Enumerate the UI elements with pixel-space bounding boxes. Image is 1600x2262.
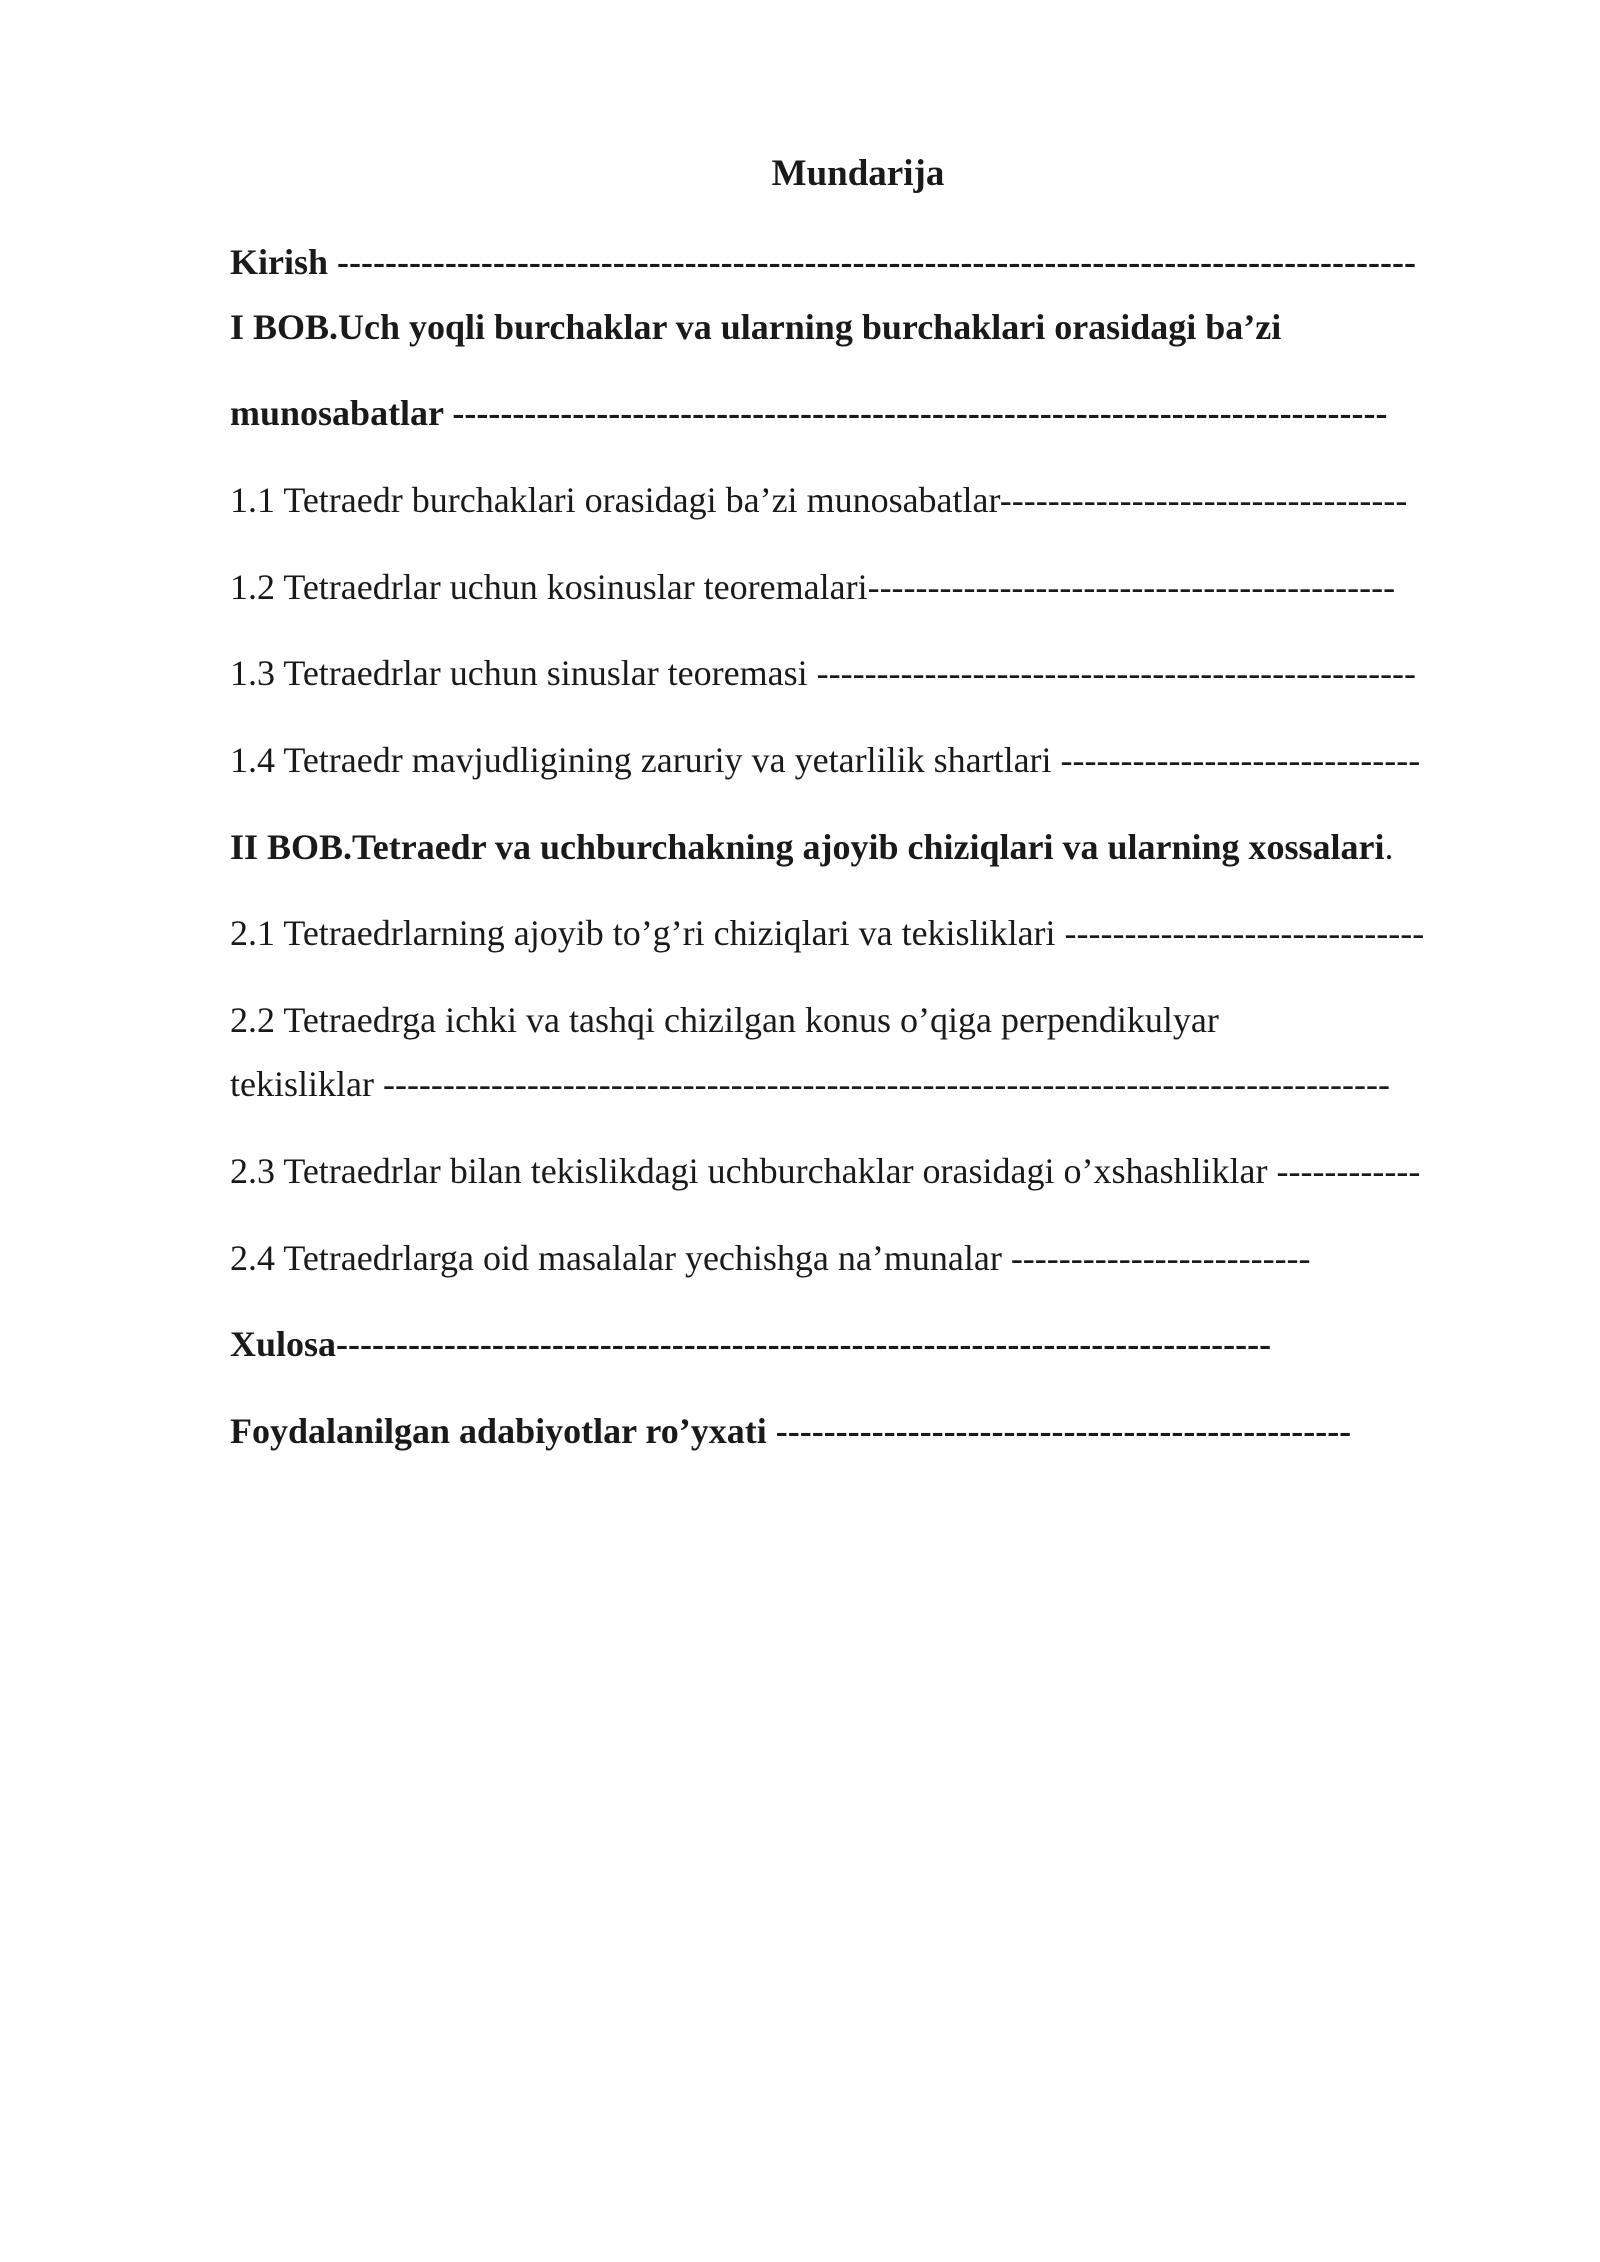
toc-entry-2-3: 2.3 Tetraedrlar bilan tekislikdagi uchburchaklar orasidagi o’xshashliklar ------------ (230, 1151, 1421, 1191)
toc-entry-1-2: 1.2 Tetraedrlar uchun kosinuslar teoremalari-------------------------------------------- (230, 567, 1396, 607)
toc-entry-kirish: Kirish ------------------------------------------------------------------------------------------ (230, 242, 1416, 282)
toc-entry-chapter-2-title: II BOB.Tetraedr va uchburchakning ajoyib chiziqlari va ularning xossalari (230, 827, 1385, 867)
toc-entry-chapter-2-period: . (1384, 827, 1394, 867)
toc-entry-2-1: 2.1 Tetraedrlarning ajoyib to’g’ri chiziqlari va tekisliklari ------------------------------ (230, 913, 1425, 953)
toc-entry-chapter-1: I BOB.Uch yoqli burchaklar va ularning burchaklari orasidagi ba’zi (230, 307, 1282, 347)
toc-entry-chapter-2 (230, 825, 1394, 869)
toc-entry-1-4: 1.4 Tetraedr mavjudligining zaruriy va yetarlilik shartlari ------------------------------ (230, 740, 1421, 780)
toc-entry-1-3: 1.3 Tetraedrlar uchun sinuslar teoremasi -------------------------------------------------- (230, 653, 1417, 693)
toc-entry-2-2: 2.2 Tetraedrga ichki va tashqi chizilgan konus o’qiga perpendikulyar (230, 1000, 1219, 1040)
toc-entry-2-4: 2.4 Tetraedrlarga oid masalalar yechishga na’munalar ------------------------- (230, 1238, 1311, 1278)
toc-entry-xulosa: Xulosa------------------------------------------------------------------------------ (230, 1324, 1272, 1364)
page-title: Mundarija (771, 153, 945, 194)
toc-entry-chapter-1-continued: munosabatlar ------------------------------------------------------------------------------ (230, 393, 1388, 433)
toc-entry-references: Foydalanilgan adabiyotlar ro’yxati ------------------------------------------------ (230, 1411, 1352, 1451)
toc-entry-2-2-continued: tekisliklar ------------------------------------------------------------------------------------ (230, 1064, 1390, 1104)
toc-entry-1-1: 1.1 Tetraedr burchaklari orasidagi ba’zi munosabatlar---------------------------------- (230, 480, 1408, 520)
